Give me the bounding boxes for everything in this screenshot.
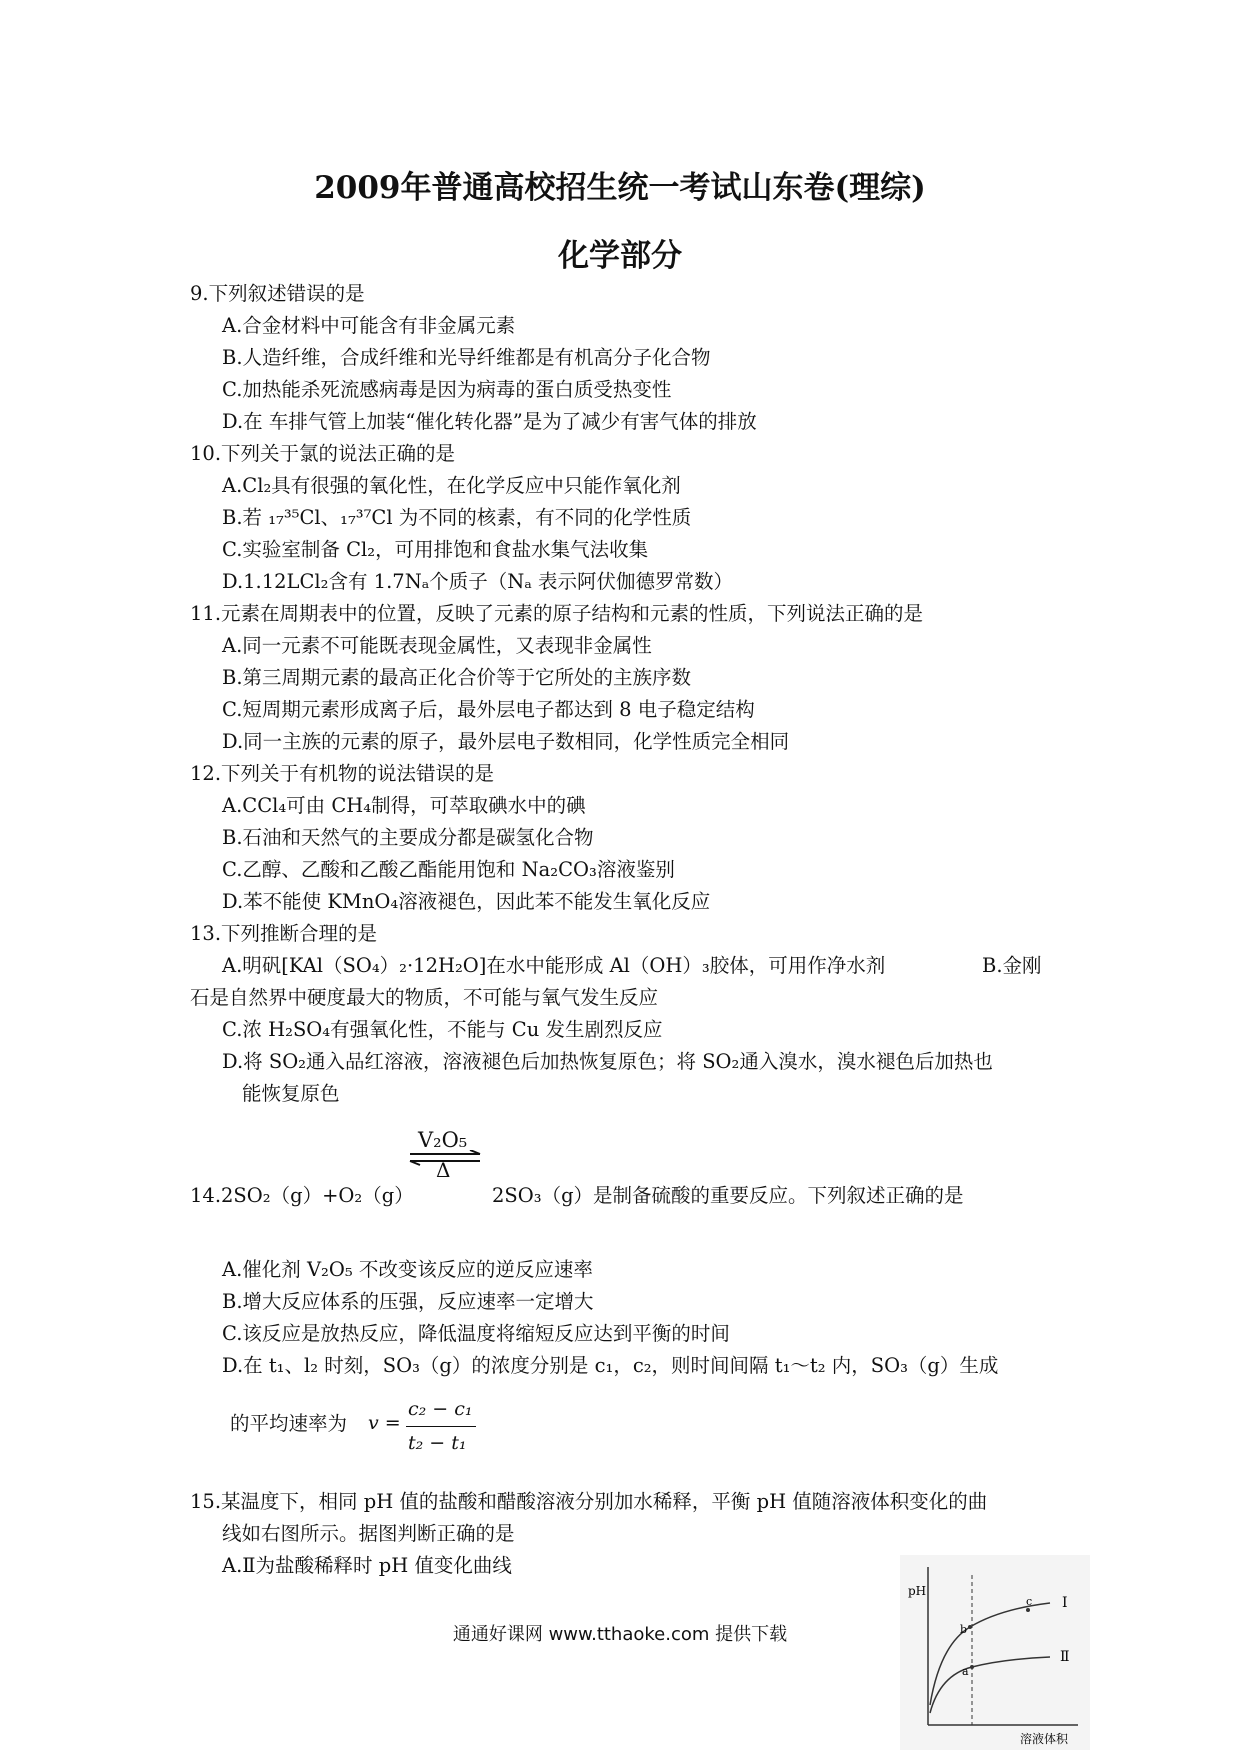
question-14-option-a: A.催化剂 V₂O₅ 不改变该反应的逆反应速率 xyxy=(222,1258,593,1281)
question-12-option-c: C.乙醇、乙酸和乙酸乙酯能用饱和 Na₂CO₃溶液鉴别 xyxy=(222,858,675,881)
point-b-label: b xyxy=(960,1623,968,1636)
question-10-stem: 10.下列关于氯的说法正确的是 xyxy=(190,442,456,465)
question-10-option-d: D.1.12LCl₂含有 1.7Nₐ个质子（Nₐ 表示阿伏伽德罗常数） xyxy=(222,570,734,593)
question-9-stem: 9.下列叙述错误的是 xyxy=(190,282,365,305)
question-14-stem-cont: 2SO₃（g）是制备硫酸的重要反应。下列叙述正确的是 xyxy=(492,1184,964,1207)
question-9-option-a: A.合金材料中可能含有非金属元素 xyxy=(222,314,516,337)
formula-numerator: c₂ − c₁ xyxy=(408,1398,473,1420)
question-12-stem: 12.下列关于有机物的说法错误的是 xyxy=(190,762,495,785)
point-c-label: c xyxy=(1026,1595,1033,1608)
rate-formula xyxy=(368,1398,478,1458)
question-11-option-d: D.同一主族的元素的原子，最外层电子数相同，化学性质完全相同 xyxy=(222,730,790,753)
question-13-option-d-cont: 能恢复原色 xyxy=(242,1082,340,1105)
question-10-option-a: A.Cl₂具有很强的氧化性，在化学反应中只能作氧化剂 xyxy=(222,474,681,497)
question-9-option-d: D.在 车排气管上加装“催化转化器”是为了减少有害气体的排放 xyxy=(222,410,757,433)
question-12-option-a: A.CCl₄可由 CH₄制得，可萃取碘水中的碘 xyxy=(222,794,586,817)
question-14-stem: 14.2SO₂（g）+O₂（g） xyxy=(190,1184,414,1207)
question-14-option-d-cont: 的平均速率为 xyxy=(230,1412,348,1435)
question-11-stem: 11.元素在周期表中的位置，反映了元素的原子结构和元素的性质，下列说法正确的是 xyxy=(190,602,924,625)
question-9-option-b: B.人造纤维，合成纤维和光导纤维都是有机高分子化合物 xyxy=(222,346,711,369)
question-12-option-b: B.石油和天然气的主要成分都是碳氢化合物 xyxy=(222,826,594,849)
question-9-option-c: C.加热能杀死流感病毒是因为病毒的蛋白质受热变性 xyxy=(222,378,672,401)
question-15-option-a: A.Ⅱ为盐酸稀释时 pH 值变化曲线 xyxy=(222,1554,512,1577)
question-10-option-c: C.实验室制备 Cl₂，可用排饱和食盐水集气法收集 xyxy=(222,538,649,561)
fraction-bar xyxy=(406,1426,476,1427)
question-11-option-a: A.同一元素不可能既表现金属性，又表现非金属性 xyxy=(222,634,652,657)
question-14-option-c: C.该反应是放热反应，降低温度将缩短反应达到平衡的时间 xyxy=(222,1322,730,1345)
catalyst-label: V₂O₅ xyxy=(418,1128,468,1152)
question-12-option-d: D.苯不能使 KMnO₄溶液褪色，因此苯不能发生氧化反应 xyxy=(222,890,711,913)
curve-i-label: Ⅰ xyxy=(1062,1595,1068,1611)
question-10-option-b: B.若 ₁₇³⁵Cl、₁₇³⁷Cl 为不同的核素，有不同的化学性质 xyxy=(222,506,692,529)
question-13-stem: 13.下列推断合理的是 xyxy=(190,922,378,945)
question-11-option-c: C.短周期元素形成离子后，最外层电子都达到 8 电子稳定结构 xyxy=(222,698,755,721)
question-13-option-b: B.金刚 xyxy=(982,954,1042,977)
question-13-option-b-cont: 石是自然界中硬度最大的物质，不可能与氧气发生反应 xyxy=(190,986,659,1009)
footer-credit: 通通好课网 www.tthaoke.com 提供下载 xyxy=(452,1624,788,1645)
formula-denominator: t₂ − t₁ xyxy=(408,1432,467,1454)
point-a-marker xyxy=(970,1665,974,1669)
heat-label: Δ xyxy=(436,1158,451,1182)
question-15-stem: 15.某温度下，相同 pH 值的盐酸和醋酸溶液分别加水稀释，平衡 pH 值随溶液体积变化的曲 xyxy=(190,1490,988,1513)
question-13-option-d: D.将 SO₂通入品红溶液，溶液褪色后加热恢复原色；将 SO₂通入溴水，溴水褪色后加热也 xyxy=(222,1050,993,1073)
formula-lhs: v = xyxy=(368,1412,401,1434)
point-c-marker xyxy=(1026,1608,1030,1612)
question-14-option-b: B.增大反应体系的压强，反应速率一定增大 xyxy=(222,1290,594,1313)
question-14-option-d: D.在 t₁、l₂ 时刻，SO₃（g）的浓度分别是 c₁，c₂，则时间间隔 t₁～t₂ 内，SO₃（g）生成 xyxy=(222,1354,999,1377)
x-axis-label: 溶液体积 xyxy=(1020,1732,1069,1746)
y-axis-label: pH xyxy=(908,1584,927,1598)
question-11-option-b: B.第三周期元素的最高正化合价等于它所处的主族序数 xyxy=(222,666,692,689)
point-a-label: a xyxy=(962,1665,969,1678)
question-13-option-c: C.浓 H₂SO₄有强氧化性，不能与 Cu 发生剧烈反应 xyxy=(222,1018,663,1041)
ph-dilution-graph xyxy=(900,1555,1090,1750)
page-subtitle: 化学部分 xyxy=(558,238,682,274)
question-13-option-a: A.明矾[KAl（SO₄）₂·12H₂O]在水中能形成 Al（OH）₃胶体，可用作净水剂 xyxy=(222,954,886,977)
question-15-stem-cont: 线如右图所示。据图判断正确的是 xyxy=(222,1522,515,1545)
curve-ii-label: Ⅱ xyxy=(1060,1649,1070,1665)
page-title: 2009年普通高校招生统一考试山东卷(理综) xyxy=(314,170,926,206)
